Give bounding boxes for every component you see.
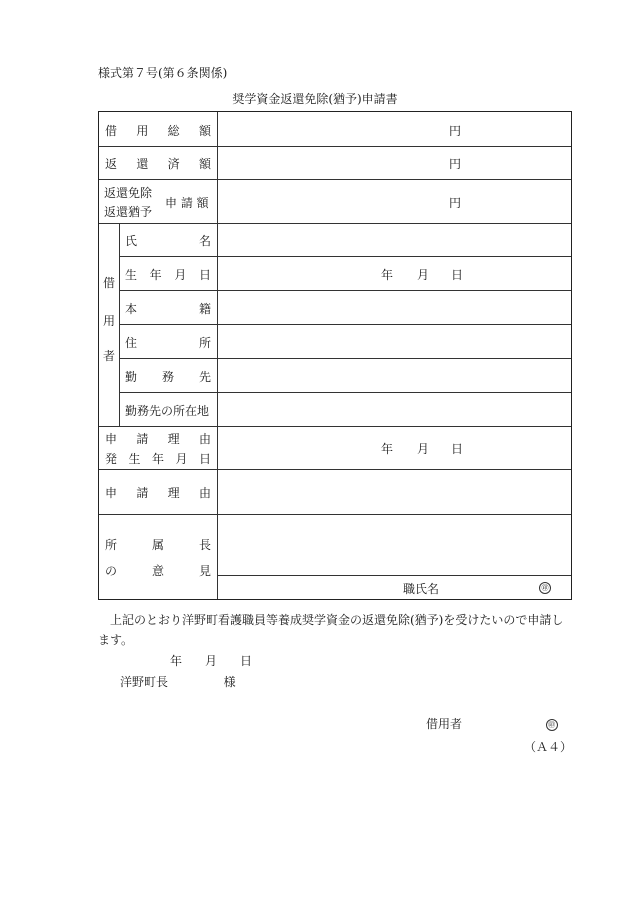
reason-label: 申 請 理 由 — [105, 486, 211, 500]
application-day-unit: 日 — [240, 654, 253, 668]
addressee-name: 洋野町長 — [120, 675, 169, 689]
row-divider — [217, 575, 571, 576]
domicile-label: 本 籍 — [125, 302, 211, 316]
name-label: 氏 名 — [125, 234, 211, 248]
birth-day-unit: 日 — [451, 268, 464, 282]
paper-size-note: （Ａ４） — [524, 740, 573, 754]
addressee-honorific: 様 — [223, 675, 236, 689]
borrower-side-label-1: 借 — [103, 276, 116, 290]
reason-day-unit: 日 — [451, 442, 464, 456]
row-divider — [119, 392, 571, 393]
workplace-address-label: 勤務先の所在地 — [125, 404, 210, 418]
request-amount-label: 申 請 額 — [165, 196, 209, 210]
applicant-signature — [426, 715, 558, 732]
application-year-unit: 年 — [170, 654, 183, 668]
borrower-side-label-3: 者 — [103, 349, 116, 363]
row-divider — [99, 469, 571, 470]
seal-icon: ㊞ — [539, 582, 551, 594]
supervisor-title-name-label: 職氏名 — [403, 582, 440, 596]
row-divider — [99, 179, 571, 180]
address-label: 住 所 — [125, 336, 211, 350]
declaration-text: 上記のとおり洋野町看護職員等養成奨学資金の返還免除(猶予)を受けたいので申請します。 — [98, 613, 564, 647]
column-divider — [119, 223, 120, 426]
supervisor-label-line2: の 意 見 — [105, 564, 211, 578]
application-table — [98, 111, 572, 600]
workplace-label: 勤 務 先 — [125, 370, 211, 384]
exemption-label: 返還免除 — [104, 186, 153, 200]
row-divider — [119, 290, 571, 291]
supervisor-seal-mark — [539, 580, 551, 594]
row-divider — [119, 256, 571, 257]
column-divider — [217, 112, 218, 599]
repaid-label: 返 還 済 額 — [105, 157, 211, 171]
birth-year-unit: 年 — [381, 268, 394, 282]
addressee — [120, 673, 236, 690]
reason-year-unit: 年 — [381, 442, 394, 456]
row-divider — [119, 358, 571, 359]
reason-month-unit: 月 — [417, 442, 430, 456]
row-divider — [99, 146, 571, 147]
row-divider — [119, 324, 571, 325]
form-number: 様式第７号(第６条関係) — [98, 66, 228, 80]
seal-icon: ㊞ — [546, 719, 558, 731]
repaid-unit: 円 — [449, 157, 462, 171]
form-title: 奨学資金返還免除(猶予)申請書 — [232, 92, 398, 106]
deferment-label: 返還猶予 — [104, 205, 153, 219]
row-divider — [99, 426, 571, 427]
total-loan-label: 借 用 総 額 — [105, 124, 211, 138]
borrower-side-label-2: 用 — [103, 314, 116, 328]
reason-date-label-line2: 発 生 年 月 日 — [105, 452, 211, 466]
total-loan-unit: 円 — [449, 124, 462, 138]
application-month-unit: 月 — [205, 654, 218, 668]
row-divider — [99, 514, 571, 515]
birth-date-label: 生 年 月 日 — [125, 268, 211, 282]
reason-date-label-line1: 申 請 理 由 — [105, 432, 211, 446]
request-amount-unit: 円 — [449, 196, 462, 210]
supervisor-label-line1: 所 属 長 — [105, 538, 211, 552]
birth-month-unit: 月 — [417, 268, 430, 282]
row-divider — [99, 223, 571, 224]
applicant-label: 借用者 — [426, 717, 463, 731]
